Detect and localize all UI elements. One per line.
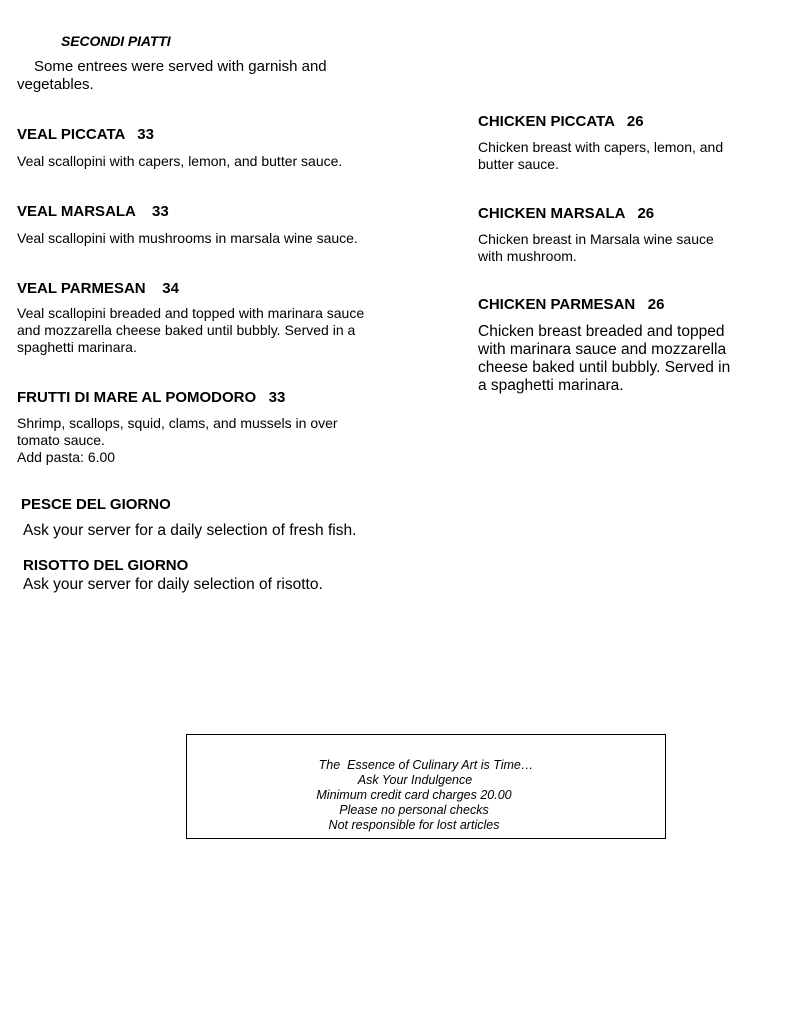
menu-item-name: VEAL MARSALA 33 [17, 203, 169, 220]
menu-item-name: CHICKEN MARSALA 26 [478, 205, 655, 222]
notice-line: Ask Your Indulgence [357, 773, 473, 787]
notice-line: The Essence of Culinary Art is Time… [318, 758, 534, 772]
special-item-description: Ask your server for daily selection of risotto. [23, 576, 323, 593]
menu-item-name: FRUTTI DI MARE AL POMODORO 33 [17, 389, 286, 406]
special-item-name: RISOTTO DEL GIORNO [23, 557, 189, 574]
menu-item-description: Veal scallopini with mushrooms in marsala wine sauce. [17, 230, 358, 246]
menu-item-description: Chicken breast in Marsala wine sauce with mushroom. [478, 231, 714, 264]
menu-item-description: Chicken breast with capers, lemon, and butter sauce. [478, 139, 724, 172]
notice-line: Please no personal checks [339, 803, 489, 817]
special-item-name: PESCE DEL GIORNO [21, 496, 171, 513]
menu-item-description: Veal scallopini with capers, lemon, and butter sauce. [17, 153, 343, 169]
menu-item-name: VEAL PARMESAN 34 [17, 280, 179, 297]
notice-line: Not responsible for lost articles [328, 818, 500, 832]
notice-box [186, 734, 666, 839]
special-item-description: Ask your server for a daily selection of fresh fish. [23, 522, 357, 539]
section-intro [17, 58, 362, 94]
section-intro-text: Some entrees were served with garnish and vegetables. [17, 58, 327, 93]
section-title: SECONDI PIATTI [61, 33, 171, 49]
menu-item-name: CHICKEN PARMESAN 26 [478, 296, 665, 313]
menu-item-name: VEAL PICCATA 33 [17, 126, 154, 143]
notice-line: Minimum credit card charges 20.00 [316, 788, 512, 802]
menu-item-description: Veal scallopini breaded and topped with marinara sauce and mozzarella cheese baked until bubbly. Served in a spaghetti marinara. [17, 305, 365, 355]
menu-item-description: Chicken breast breaded and topped with marinara sauce and mozzarella cheese baked until bubbly. Served in a spaghetti marinara. [478, 323, 731, 394]
menu-item-description: Shrimp, scallops, squid, clams, and mussels in over tomato sauce. Add pasta: 6.00 [17, 415, 338, 465]
menu-item-name: CHICKEN PICCATA 26 [478, 113, 644, 130]
